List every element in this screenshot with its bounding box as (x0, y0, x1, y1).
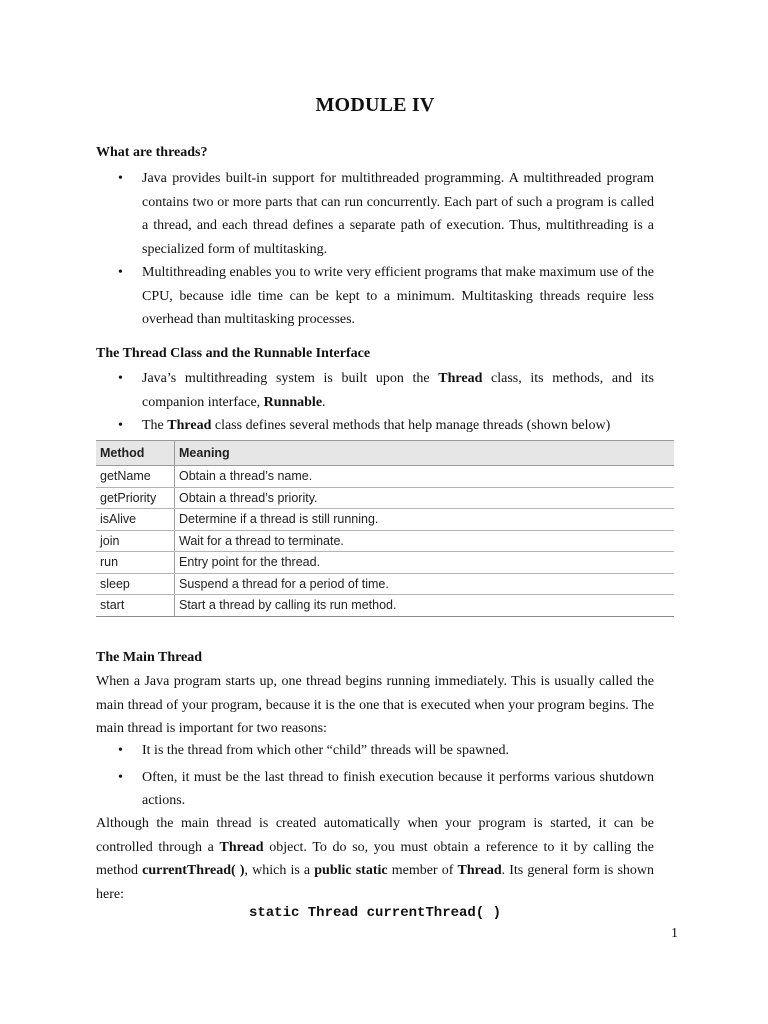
method-cell: getName (96, 466, 175, 488)
document-page (96, 0, 654, 1024)
text-run: class, its methods, and its companion interface, (142, 371, 654, 410)
code-snippet: static Thread currentThread( ) (248, 905, 502, 921)
list-item: • Java provides built-in support for multithreaded programming. A multithreaded program contains two or more parts that can run concurrently. Each part of such a program is called a thread, and each thread defines a separate path of execution. Thus, multithreading is a specialized form of multitasking. (96, 167, 654, 261)
table-row (96, 573, 674, 595)
main-thread-bullet-list (96, 739, 654, 813)
text-run: Although the main thread is created automatically when your program is started, it can be controlled through a (96, 816, 654, 855)
thread-methods-table (96, 440, 674, 617)
list-item: • It is the thread from which other “child” threads will be spawned. (96, 739, 654, 763)
text-run: object. To do so, you must obtain a reference to it by calling the method (96, 839, 654, 878)
table-row (96, 509, 674, 531)
page-title: MODULE IV (315, 94, 435, 116)
table-row (96, 530, 674, 552)
heading-thread-class: The Thread Class and the Runnable Interface (96, 346, 371, 361)
method-cell: getPriority (96, 487, 175, 509)
meaning-cell: Entry point for the thread. (175, 552, 675, 574)
text-run: . (322, 394, 326, 410)
list-item (96, 367, 654, 414)
table-header-row (96, 441, 674, 466)
column-header-method: Method (96, 441, 175, 466)
method-cell: sleep (96, 573, 175, 595)
list-item: • Multithreading enables you to write very efficient programs that make maximum use of the CPU, because idle time can be kept to a minimum. Multitasking threads require less overhead than multitasking processes. (96, 261, 654, 332)
meaning-cell: Wait for a thread to terminate. (175, 530, 675, 552)
heading-main-thread: The Main Thread (96, 650, 203, 665)
bold-term-thread: Thread (457, 863, 502, 878)
bold-term-thread: Thread (438, 371, 483, 386)
list-item: • Often, it must be the last thread to finish execution because it performs various shutdown actions. (96, 766, 654, 813)
main-thread-paragraph (96, 812, 654, 906)
text-run: Java’s multithreading system is built upon the (142, 371, 439, 386)
bold-term-runnable: Runnable (263, 394, 323, 410)
method-cell: start (96, 595, 175, 617)
text-run: , which is a (244, 863, 315, 878)
column-header-meaning: Meaning (175, 441, 675, 466)
list-item (96, 414, 654, 438)
bold-term-thread: Thread (219, 839, 264, 855)
main-thread-intro: When a Java program starts up, one thread begins running immediately. This is usually called the main thread of your program, because it is the one that is executed when your program begins. The main thread is important for two reasons: (96, 674, 654, 736)
table-row (96, 552, 674, 574)
text-run: class defines several methods that help manage threads (shown below) (211, 418, 611, 433)
thread-class-bullet-list (96, 367, 654, 438)
meaning-cell: Suspend a thread for a period of time. (175, 573, 675, 595)
bold-term-public-static: public static (314, 863, 388, 878)
method-cell: run (96, 552, 175, 574)
method-cell: isAlive (96, 509, 175, 531)
text-run: The (142, 418, 168, 433)
method-cell: join (96, 530, 175, 552)
heading-what-are-threads: What are threads? (96, 145, 208, 160)
text-run: member of (387, 863, 458, 878)
meaning-cell: Determine if a thread is still running. (175, 509, 675, 531)
page-number: 1 (671, 926, 678, 941)
meaning-cell: Obtain a thread’s priority. (175, 487, 675, 509)
table-row (96, 595, 674, 617)
meaning-cell: Obtain a thread’s name. (175, 466, 675, 488)
threads-bullet-list (96, 167, 654, 332)
table-row (96, 466, 674, 488)
bold-term-currentthread: currentThread( ) (142, 863, 245, 878)
meaning-cell: Start a thread by calling its run method. (175, 595, 675, 617)
bold-term-thread: Thread (167, 418, 212, 433)
text-run: . Its general form is shown here: (96, 863, 655, 902)
table-row (96, 487, 674, 509)
